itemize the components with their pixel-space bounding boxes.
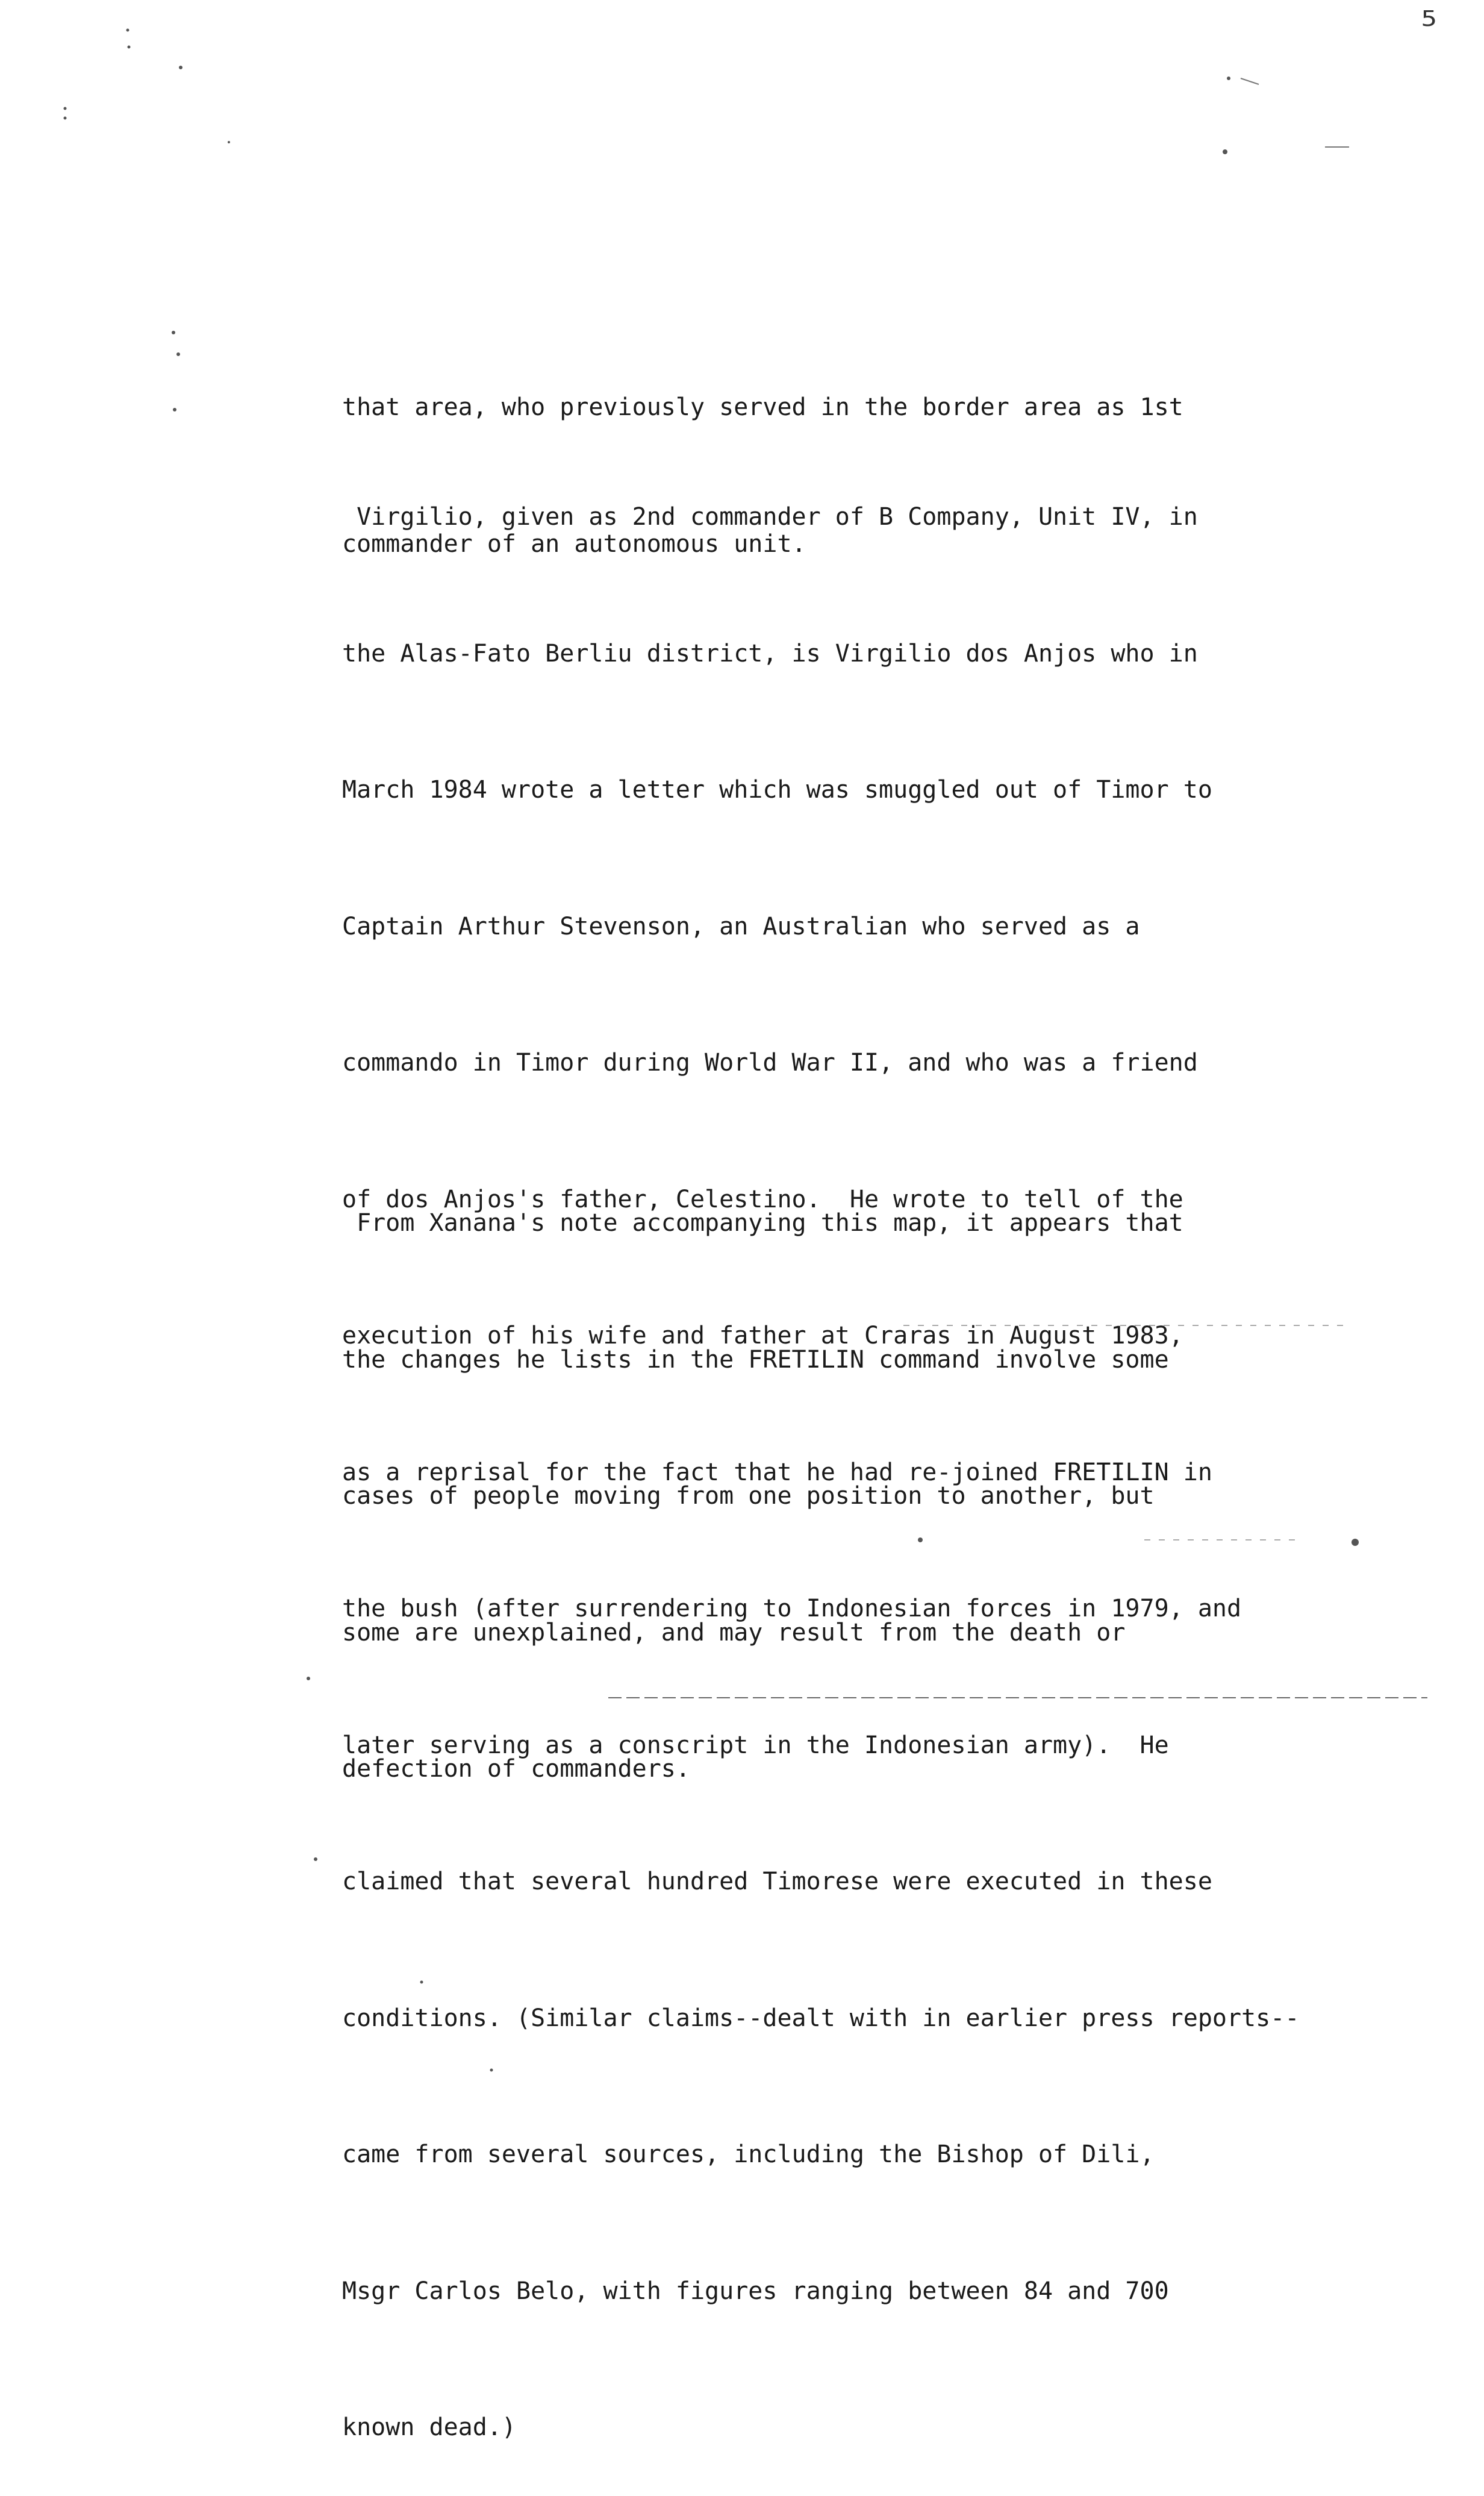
text-line: execution of his wife and father at Craras in August 1983,	[342, 1322, 1183, 1350]
text-line: March 1984 wrote a letter which was smuggled out of Timor to	[342, 776, 1212, 804]
text-line: came from several sources, including the Bishop of Dili,	[342, 2141, 1155, 2168]
text-line: later serving as a conscript in the Indonesian army). He	[342, 1731, 1169, 1759]
text-line: commando in Timor during World War II, and who was a friend	[342, 1049, 1198, 1077]
text-line: claimed that several hundred Timorese were executed in these	[342, 1868, 1212, 1895]
text-line: From Xanana's note accompanying this map, it appears that	[342, 1209, 1183, 1237]
text-line: conditions. (Similar claims--dealt with in earlier press reports--	[342, 2004, 1300, 2032]
text-line: that area, who previously served in the border area as 1st	[342, 393, 1183, 421]
paragraph-3	[342, 1110, 1378, 1838]
text-line: defection of commanders.	[342, 1755, 690, 1783]
text-line: some are unexplained, and may result from the death or	[342, 1618, 1126, 1647]
text-line: cases of people moving from one position to another, but	[342, 1482, 1155, 1510]
text-line: the Alas-Fato Berliu district, is Virgilio dos Anjos who in	[342, 639, 1198, 668]
text-line: Virgilio, given as 2nd commander of B Company, Unit IV, in	[342, 503, 1198, 531]
text-line: as a reprisal for the fact that he had re-joined FRETILIN in	[342, 1458, 1212, 1486]
text-line: the bush (after surrendering to Indonesian forces in 1979, and	[342, 1595, 1242, 1622]
text-line: Captain Arthur Stevenson, an Australian who served as a	[342, 912, 1140, 940]
text-line: Msgr Carlos Belo, with figures ranging between 84 and 700	[342, 2277, 1169, 2305]
text-line: commander of an autonomous unit.	[342, 530, 806, 558]
text-line: of dos Anjos's father, Celestino. He wrote to tell of the	[342, 1185, 1183, 1213]
page-number-mark: 5	[1421, 7, 1437, 31]
text-line: the changes he lists in the FRETILIN command involve some	[342, 1345, 1169, 1374]
text-line: known dead.)	[342, 2413, 516, 2441]
